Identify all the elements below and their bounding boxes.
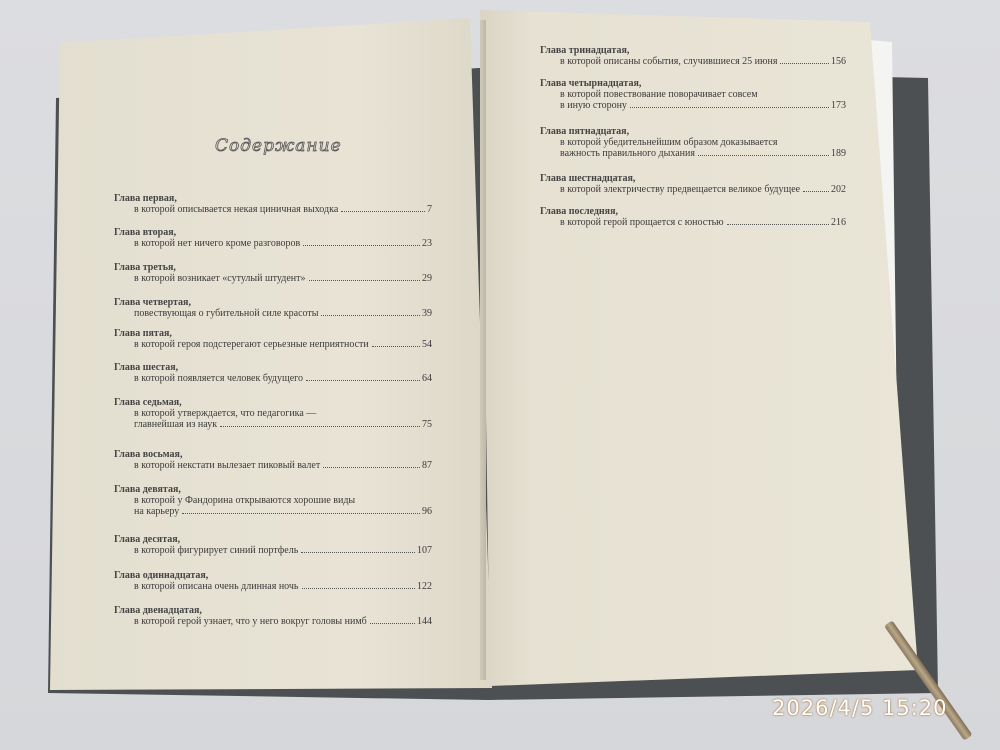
- toc-entry: [114, 328, 432, 350]
- page-number: 144: [417, 616, 432, 627]
- chapter-subtitle-row: [540, 217, 846, 228]
- chapter-heading: Глава шестнадцатая,: [540, 173, 636, 184]
- chapter-subtitle-row: [114, 545, 432, 556]
- chapter-subtitle-row: [114, 616, 432, 627]
- toc-entry: [114, 449, 432, 471]
- chapter-subtitle: на карьеру: [134, 506, 180, 517]
- chapter-subtitle: в которой некстати вылезает пиковый валет: [134, 460, 321, 471]
- photo-timestamp: 2026/4/5 15:20: [772, 696, 948, 720]
- chapter-subtitle-row: [540, 56, 846, 67]
- page-number: 7: [427, 204, 432, 215]
- chapter-subtitle: в которой электричеству предвещается великое будущее: [560, 184, 801, 195]
- chapter-subtitle-row: [114, 238, 432, 249]
- page-number: 23: [422, 238, 432, 249]
- chapter-heading: Глава двенадцатая,: [114, 605, 202, 616]
- chapter-heading: Глава четырнадцатая,: [540, 78, 642, 89]
- chapter-heading: Глава четвертая,: [114, 297, 191, 308]
- toc-entry: [114, 605, 432, 627]
- toc-entry: [114, 227, 432, 249]
- toc-entry: [540, 45, 846, 67]
- dot-leader: [309, 280, 420, 281]
- toc-entry: [114, 362, 432, 384]
- chapter-heading: Глава пятнадцатая,: [540, 126, 630, 137]
- chapter-subtitle-row: [114, 419, 432, 430]
- dot-leader: [698, 155, 829, 156]
- toc-entry: [114, 484, 432, 517]
- chapter-subtitle: в которой повествование поворачивает совсем: [560, 89, 758, 100]
- chapter-heading: Глава пятая,: [114, 328, 172, 339]
- chapter-subtitle: в которой герой прощается с юностью: [560, 217, 724, 228]
- chapter-heading: Глава тринадцатая,: [540, 45, 630, 56]
- chapter-subtitle: повествующая о губительной силе красоты: [134, 308, 319, 319]
- chapter-subtitle: в которой фигурирует синий портфель: [134, 545, 299, 556]
- toc-entry: [114, 297, 432, 319]
- chapter-heading: Глава девятая,: [114, 484, 181, 495]
- page-number: 87: [422, 460, 432, 471]
- toc-entry: [114, 570, 432, 592]
- dot-leader: [370, 623, 415, 624]
- toc-entry: [114, 397, 432, 430]
- toc-title: Содержание: [215, 136, 342, 156]
- chapter-subtitle: в которой описывается некая циничная выходка: [134, 204, 339, 215]
- chapter-subtitle-row: [114, 339, 432, 350]
- chapter-subtitle-row: [114, 460, 432, 471]
- toc-entry: [540, 173, 846, 195]
- page-number: 96: [422, 506, 432, 517]
- page-number: 54: [422, 339, 432, 350]
- dot-leader: [303, 245, 420, 246]
- chapter-heading: Глава восьмая,: [114, 449, 183, 460]
- chapter-heading: Глава шестая,: [114, 362, 179, 373]
- chapter-subtitle: в которой описана очень длинная ночь: [134, 581, 299, 592]
- chapter-subtitle-row: [114, 204, 432, 215]
- dot-leader: [341, 211, 425, 212]
- toc-entry: [114, 193, 432, 215]
- page-number: 64: [422, 373, 432, 384]
- toc-entry: [114, 534, 432, 556]
- chapter-heading: Глава первая,: [114, 193, 177, 204]
- chapter-subtitle: в иную сторону: [560, 100, 627, 111]
- page-number: 29: [422, 273, 432, 284]
- chapter-subtitle-row: [540, 184, 846, 195]
- page-number: 39: [422, 308, 432, 319]
- dot-leader: [780, 63, 829, 64]
- chapter-subtitle: в которой возникает «сутулый штудент»: [134, 273, 306, 284]
- chapter-heading: Глава вторая,: [114, 227, 177, 238]
- dot-leader: [306, 380, 420, 381]
- chapter-subtitle-row: [540, 100, 846, 111]
- toc-entry: [540, 206, 846, 228]
- chapter-subtitle: в которой нет ничего кроме разговоров: [134, 238, 301, 249]
- chapter-heading: Глава последняя,: [540, 206, 619, 217]
- dot-leader: [372, 346, 420, 347]
- chapter-subtitle-row: [114, 373, 432, 384]
- dot-leader: [321, 315, 420, 316]
- chapter-subtitle-row: [114, 581, 432, 592]
- chapter-subtitle-row: [114, 308, 432, 319]
- chapter-subtitle: в которой у Фандорина открываются хорошие виды: [134, 495, 356, 506]
- page-number: 122: [417, 581, 432, 592]
- chapter-subtitle-row: [540, 148, 846, 159]
- toc-entry: [540, 126, 846, 159]
- chapter-subtitle: главнейшая из наук: [134, 419, 218, 430]
- chapter-subtitle: важность правильного дыхания: [560, 148, 695, 159]
- dot-leader: [220, 426, 420, 427]
- page-number: 202: [831, 184, 846, 195]
- chapter-subtitle-row: [114, 273, 432, 284]
- page-number: 75: [422, 419, 432, 430]
- page-number: 173: [831, 100, 846, 111]
- page-number: 189: [831, 148, 846, 159]
- page-number: 156: [831, 56, 846, 67]
- chapter-subtitle: в которой героя подстерегают серьезные неприятности: [134, 339, 369, 350]
- chapter-subtitle: в которой появляется человек будущего: [134, 373, 304, 384]
- chapter-subtitle: в которой описаны события, случившиеся 25 июня: [560, 56, 778, 67]
- page-number: 216: [831, 217, 846, 228]
- book-spine-gutter: [480, 20, 486, 680]
- chapter-heading: Глава седьмая,: [114, 397, 182, 408]
- dot-leader: [182, 513, 420, 514]
- dot-leader: [727, 224, 829, 225]
- toc-entry: [540, 78, 846, 111]
- chapter-heading: Глава одиннадцатая,: [114, 570, 209, 581]
- chapter-subtitle: в которой герой узнает, что у него вокруг головы нимб: [134, 616, 367, 627]
- dot-leader: [630, 107, 829, 108]
- chapter-subtitle: в которой утверждается, что педагогика —: [134, 408, 317, 419]
- dot-leader: [323, 467, 420, 468]
- dot-leader: [302, 588, 416, 589]
- chapter-heading: Глава третья,: [114, 262, 176, 273]
- dot-leader: [803, 191, 829, 192]
- chapter-heading: Глава десятая,: [114, 534, 181, 545]
- dot-leader: [301, 552, 415, 553]
- page-number: 107: [417, 545, 432, 556]
- toc-entry: [114, 262, 432, 284]
- chapter-subtitle-row: [114, 506, 432, 517]
- right-page: [480, 10, 920, 688]
- chapter-subtitle: в которой убедительнейшим образом доказывается: [560, 137, 778, 148]
